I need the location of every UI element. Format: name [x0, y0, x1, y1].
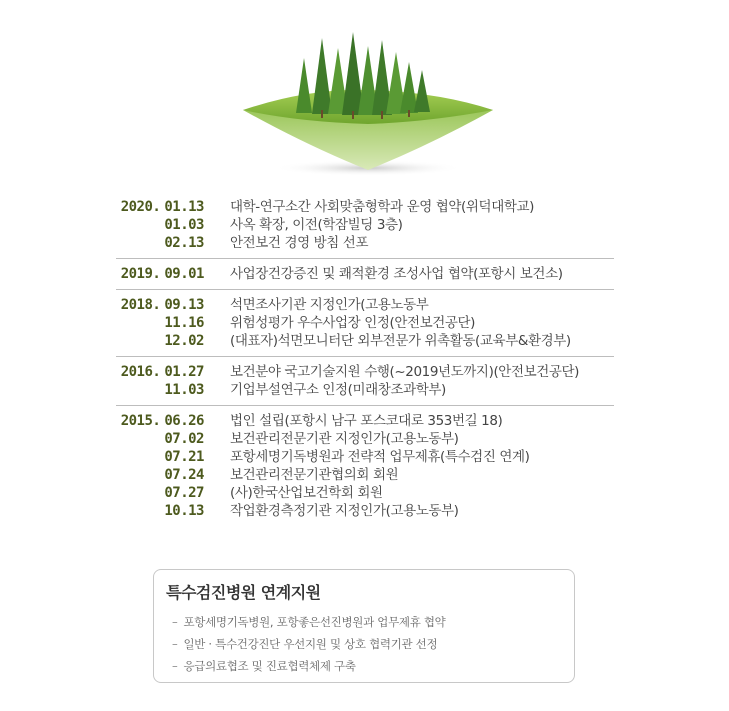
timeline-group: [116, 406, 614, 526]
entry-date: 01.03: [164, 217, 204, 233]
entry-date: 2016. 01.27: [120, 364, 204, 380]
entry-text: 작업환경측정기관 지정인가(고용노동부): [230, 503, 459, 519]
support-item: – 응급의료협조 및 진료협력체제 구축: [172, 659, 356, 673]
entry-date: 10.13: [164, 503, 204, 519]
entry-text: 안전보건 경영 방침 선포: [230, 235, 369, 251]
dash-icon: –: [172, 615, 178, 629]
entry-date: 12.02: [164, 333, 204, 349]
timeline-entry: [116, 448, 614, 466]
entry-date: 2015. 06.26: [120, 413, 204, 429]
entry-text: (사)한국산업보건학회 회원: [230, 485, 383, 501]
entry-year: 2018.: [120, 297, 161, 313]
timeline-entry: [116, 198, 614, 216]
entry-date: 2018. 09.13: [120, 297, 204, 313]
entry-date: 2020. 01.13: [120, 199, 204, 215]
entry-text: 보건관리전문기관협의회 회원: [230, 467, 399, 483]
entry-text: 보건분야 국고기술지원 수행(~2019년도까지)(안전보건공단): [230, 364, 580, 380]
entry-date: 11.16: [164, 315, 204, 331]
forest-island-illustration: [228, 18, 508, 178]
timeline-group: [116, 290, 614, 357]
entry-date: 07.24: [164, 467, 204, 483]
timeline-entry: [116, 265, 614, 283]
timeline-entry: [116, 234, 614, 252]
timeline-entry: [116, 314, 614, 332]
entry-text: 위험성평가 우수사업장 인정(안전보건공단): [230, 315, 476, 331]
entry-date: 11.03: [164, 382, 204, 398]
timeline-group: [116, 192, 614, 259]
entry-text: 석면조사기관 지정인가(고용노동부: [230, 297, 429, 313]
entry-year: 2019.: [120, 266, 161, 282]
timeline-entry: [116, 296, 614, 314]
entry-date: 07.27: [164, 485, 204, 501]
entry-year: 2016.: [120, 364, 161, 380]
entry-date: 2019. 09.01: [120, 266, 204, 282]
timeline-entry: [116, 430, 614, 448]
support-item: – 포항세명기독병원, 포항좋은선진병원과 업무제휴 협약: [172, 615, 446, 629]
timeline-entry: [116, 412, 614, 430]
timeline-entry: [116, 363, 614, 381]
entry-date: 07.02: [164, 431, 204, 447]
timeline-entry: [116, 502, 614, 520]
entry-year: 2015.: [120, 413, 161, 429]
timeline-entry: [116, 466, 614, 484]
timeline-entry: [116, 484, 614, 502]
entry-text: 기업부설연구소 인정(미래창조과학부): [230, 382, 446, 398]
timeline-group: [116, 259, 614, 290]
timeline-entry: [116, 216, 614, 234]
timeline-entry: [116, 381, 614, 399]
entry-text: 사옥 확장, 이전(학잠빌딩 3층): [230, 217, 403, 233]
history-timeline: [116, 192, 614, 526]
dash-icon: –: [172, 637, 178, 651]
entry-year: 2020.: [120, 199, 161, 215]
timeline-entry: [116, 332, 614, 350]
dash-icon: –: [172, 659, 178, 673]
support-item: – 일반 · 특수건강진단 우선지원 및 상호 협력기관 선정: [172, 637, 438, 651]
entry-text: 법인 설립(포항시 남구 포스코대로 353번길 18): [230, 413, 503, 429]
special-checkup-support-box: [153, 569, 575, 683]
entry-text: 대학-연구소간 사회맞춤형학과 운영 협약(위덕대학교): [230, 199, 534, 215]
timeline-group: [116, 357, 614, 406]
support-box-title: 특수검진병원 연계지원: [166, 583, 321, 602]
entry-text: 사업장건강증진 및 쾌적환경 조성사업 협약(포항시 보건소): [230, 266, 563, 282]
entry-text: 보건관리전문기관 지정인가(고용노동부): [230, 431, 459, 447]
entry-text: (대표자)석면모니터단 외부전문가 위촉활동(교육부&환경부): [230, 333, 571, 349]
entry-date: 07.21: [164, 449, 204, 465]
entry-date: 02.13: [164, 235, 204, 251]
entry-text: 포항세명기독병원과 전략적 업무제휴(특수검진 연계): [230, 449, 530, 465]
